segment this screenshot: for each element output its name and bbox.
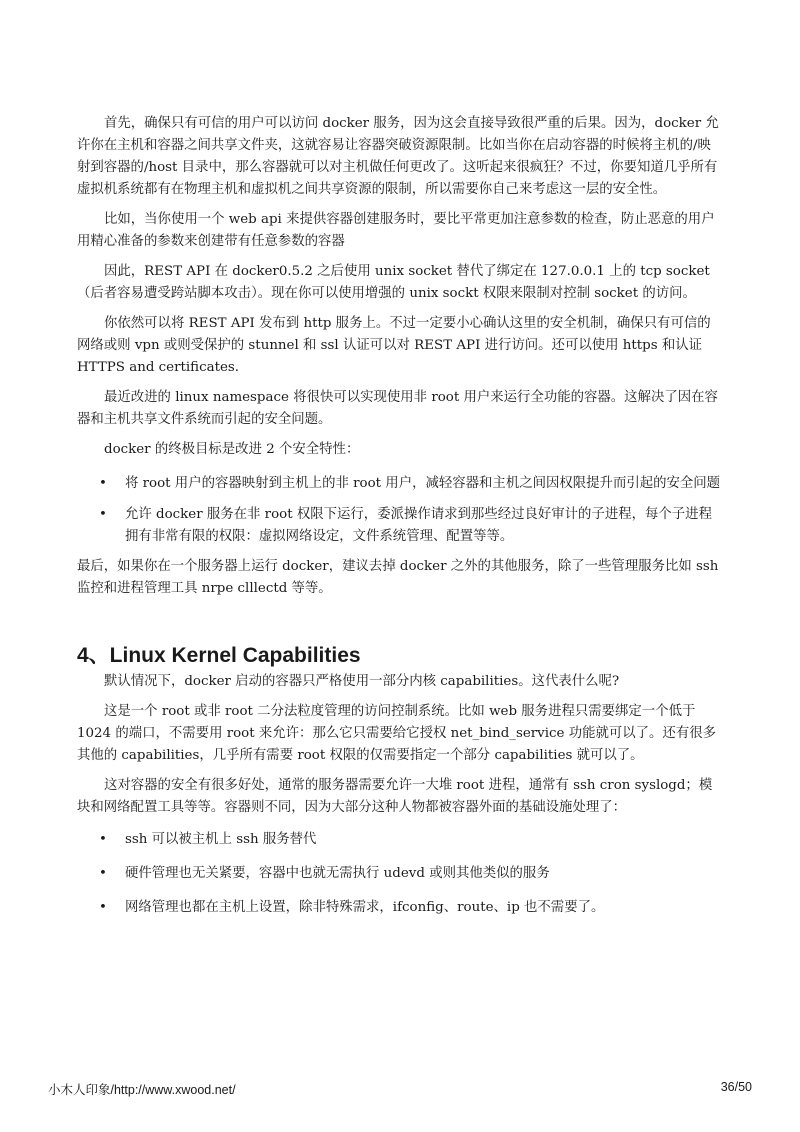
page-number: 36/50	[720, 1080, 752, 1094]
paragraph: docker 的终极目标是改进 2 个安全特性：	[104, 442, 360, 457]
section-heading: 4、Linux Kernel Capabilities	[77, 644, 361, 667]
list-item: • 允许 docker 服务在非 root 权限下运行，委派操作请求到那些经过良好审计的子进程，每个子进程拥有非常有限的权限：虚拟网络设定，文件系统管理、配置等等。	[77, 504, 723, 548]
bullet-list	[77, 829, 723, 919]
list-item: • ssh 可以被主机上 ssh 服务替代	[77, 829, 723, 851]
paragraph: 因此，REST API 在 docker0.5.2 之后使用 unix socket 替代了绑定在 127.0.0.1 上的 tcp socket（后者容易遭受跨站脚本攻击）。现在你可以使用增强的 unix sockt 权限来限制对控制 socket 的访问。	[77, 264, 710, 301]
paragraph: 默认情况下，docker 启动的容器只严格使用一部分内核 capabilities。这代表什么呢?	[104, 674, 620, 689]
bullet-list	[77, 473, 723, 548]
paragraph: 你依然可以将 REST API 发布到 http 服务上。不过一定要小心确认这里的安全机制，确保只有可信的网络或则 vpn 或则受保护的 stunnel 和 ssl 认证可以对 REST API 进行访问。还可以使用 https 和认证 HTTPS and certificates.	[77, 316, 711, 375]
page-footer	[48, 1080, 752, 1098]
list-item: • 网络管理也都在主机上设置，除非特殊需求，ifconfig、route、ip 也不需要了。	[77, 897, 723, 919]
paragraph: 比如，当你使用一个 web api 来提供容器创建服务时，要比平常更加注意参数的检查，防止恶意的用户用精心准备的参数来创建带有任意参数的容器	[77, 212, 715, 249]
document-body	[77, 113, 723, 919]
paragraph: 最后，如果你在一个服务器上运行 docker，建议去掉 docker 之外的其他服务，除了一些管理服务比如 ssh 监控和进程管理工具 nrpe clllectd 等等。	[77, 559, 719, 596]
paragraph: 这对容器的安全有很多好处，通常的服务器需要允许一大堆 root 进程，通常有 ssh cron syslogd；模块和网络配置工具等等。容器则不同，因为大部分这种人物都被容器外面的基础设施处理了：	[77, 778, 713, 815]
list-item: • 将 root 用户的容器映射到主机上的非 root 用户，减轻容器和主机之间因权限提升而引起的安全问题	[77, 473, 723, 495]
paragraph: 这是一个 root 或非 root 二分法粒度管理的访问控制系统。比如 web 服务进程只需要绑定一个低于 1024 的端口，不需要用 root 来允许：那么它只需要给它授权 net_bind_service 功能就可以了。还有很多其他的 capabilities，几乎所有需要 root 权限的仅需要指定一个部分 capabilities 就可以了。	[77, 704, 716, 763]
paragraph: 最近改进的 linux namespace 将很快可以实现使用非 root 用户来运行全功能的容器。这解决了因在容器和主机共享文件系统而引起的安全问题。	[77, 390, 718, 427]
list-item: • 硬件管理也无关紧要，容器中也就无需执行 udevd 或则其他类似的服务	[77, 863, 723, 885]
paragraph: 首先，确保只有可信的用户可以访问 docker 服务，因为这会直接导致很严重的后果。因为，docker 允许你在主机和容器之间共享文件夹，这就容易让容器突破资源限制。比如当你在启动容器的时候将主机的/映射到容器的/host 目录中，那么容器就可以对主机做任何更改了。这听起来很疯狂？不过，你要知道几乎所有虚拟机系统都有在物理主机和虚拟机之间共享资源的限制，所以需要你自己来考虑这一层的安全性。	[77, 116, 719, 197]
footer-site: 小木人印象/http://www.xwood.net/	[48, 1083, 236, 1097]
